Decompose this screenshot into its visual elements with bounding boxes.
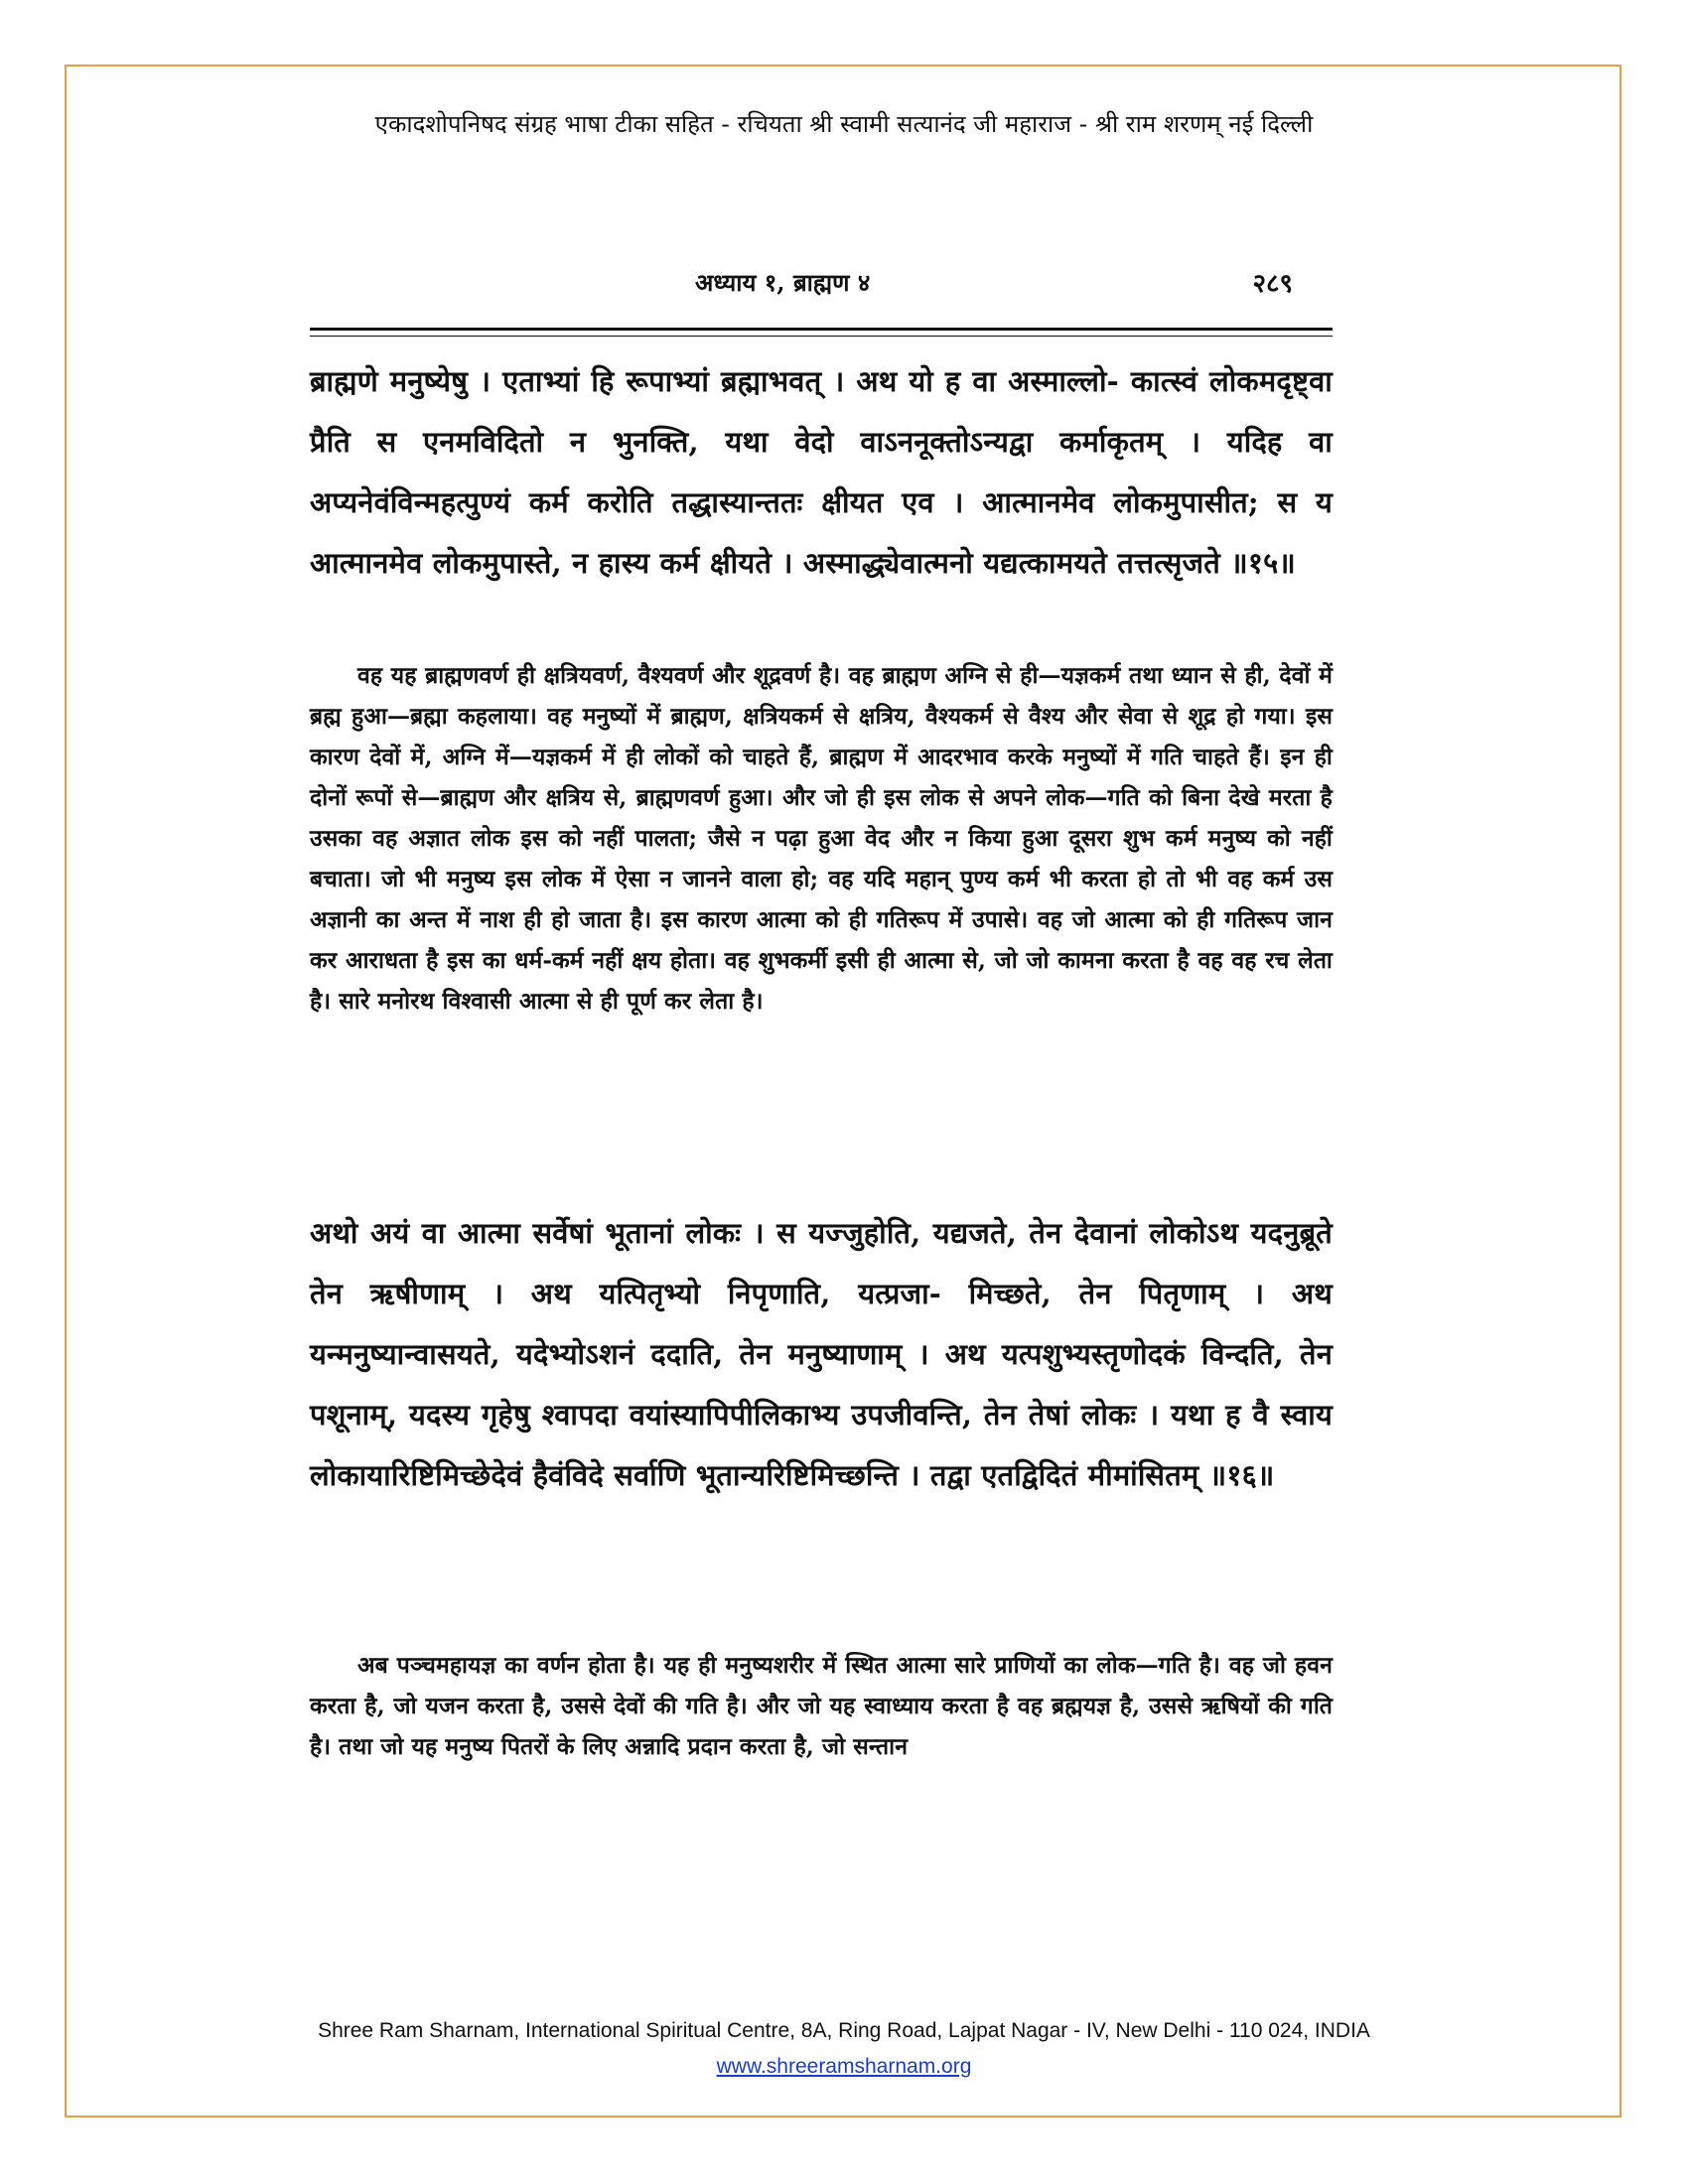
- commentary-15: वह यह ब्राह्मणवर्ण ही क्षत्रियवर्ण, वैश्यवर्ण और शूद्रवर्ण है। वह ब्राह्मण अग्नि से ही—यज्ञकर्म तथा ध्यान से ही, देवों में ब्रह्म हुआ—ब्रह्मा कहलाया। वह मनुष्यों में ब्राह्मण, क्षत्रियकर्म से क्षत्रिय, वैश्यकर्म से वैश्य और सेवा से शूद्र हो गया। इस कारण देवों में, अग्नि में—यज्ञकर्म में ही लोकों को चाहते हैं, ब्राह्मण में आदरभाव करके मनुष्यों में गति चाहते हैं। इन ही दोनों रूपों से—ब्राह्मण और क्षत्रिय से, ब्राह्मणवर्ण हुआ। और जो ही इस लोक से अपने लोक—गति को बिना देखे मरता है उसका वह अज्ञात लोक इस को नहीं पालता; जैसे न पढ़ा हुआ वेद और न किया हुआ दूसरा शुभ कर्म मनुष्य को नहीं बचाता। जो भी मनुष्य इस लोक में ऐसा न जानने वाला हो; वह यदि महान् पुण्य कर्म भी करता हो तो भी वह कर्म उस अज्ञानी का अन्त में नाश ही हो जाता है। इस कारण आत्मा को ही गतिरूप में उपासे। वह जो आत्मा को ही गतिरूप जान कर आराधता है इस का धर्म-कर्म नहीं क्षय होता। वह शुभकर्मी इसी ही आत्मा से, जो जो कामना करता है वह वह रच लेता है। सारे मनोरथ विश्वासी आत्मा से ही पूर्ण कर लेता है।: [310, 662, 1333, 1015]
- verse-15: ब्राह्मणे मनुष्येषु । एताभ्यां हि रूपाभ्यां ब्रह्माभवत् । अथ यो ह वा अस्माल्लो- कात्स्वं लोकमदृष्ट्वा प्रैति स एनमविदितो न भुनक्ति, यथा वेदो वाऽननूक्तोऽन्यद्वा कर्माकृतम् । यदिह वा अप्यनेवंविन्महत्पुण्यं कर्म करोति तद्धास्यान्ततः क्षीयत एव । आत्मानमेव लोकमुपासीत; स य आत्मानमेव लोकमुपास्ते, न हास्य कर्म क्षीयते । अस्माद्ध्येवात्मनो यद्यत्कामयते तत्तत्सृजते ॥१५॥: [310, 364, 1333, 580]
- page-header-title: एकादशोपनिषद संग्रह भाषा टीका सहित - रचियता श्री स्वामी सत्यानंद जी महाराज - श्री राम शरणम् नई दिल्ली: [374, 110, 1314, 138]
- head-rule-thin: [310, 336, 1333, 337]
- scanned-page: [310, 260, 1333, 1978]
- website-link[interactable]: www.shreeramsharnam.org: [716, 2055, 972, 2078]
- footer-address: Shree Ram Sharnam, International Spiritual Centre, 8A, Ring Road, Lajpat Nagar - IV, New Delhi - 110 024, INDIA: [318, 2019, 1370, 2042]
- chapter-label: अध्याय १, ब्राह्मण ४: [695, 268, 871, 297]
- scan-running-head: [310, 260, 1333, 308]
- footer-url-wrap: [0, 2055, 1688, 2079]
- head-rule-thick: [310, 328, 1333, 331]
- verse-16: अथो अयं वा आत्मा सर्वेषां भूतानां लोकः । स यज्जुहोति, यद्यजते, तेन देवानां लोकोऽथ यदनुब्रूते तेन ऋषीणाम् । अथ यत्पितृभ्यो निपृणाति, यत्प्रजा- मिच्छते, तेन पितृणाम् । अथ यन्मनुष्यान्वासयते, यदेभ्योऽशनं ददाति, तेन मनुष्याणाम् । अथ यत्पशुभ्यस्तृणोदकं विन्दति, तेन पशूनाम्, यदस्य गृहेषु श्वापदा वयांस्यापिपीलिकाभ्य उपजीवन्ति, तेन तेषां लोकः । यथा ह वै स्वाय लोकायारिष्टिमिच्छेदेवं हैवंविदे सर्वाणि भूतान्यरिष्टिमिच्छन्ति । तद्वा एतद्विदितं मीमांसितम् ॥१६॥: [310, 1216, 1333, 1492]
- commentary-16: अब पञ्चमहायज्ञ का वर्णन होता है। यह ही मनुष्यशरीर में स्थित आत्मा सारे प्राणियों का लोक—गति है। वह जो हवन करता है, जो यजन करता है, उससे देवों की गति है। और जो यह स्वाध्याय करता है वह ब्रह्मयज्ञ है, उससे ऋषियों की गति है। तथा जो यह मनुष्य पितरों के लिए अन्नादि प्रदान करता है, जो सन्तान: [310, 1652, 1333, 1760]
- page-number: २८९: [1252, 269, 1293, 299]
